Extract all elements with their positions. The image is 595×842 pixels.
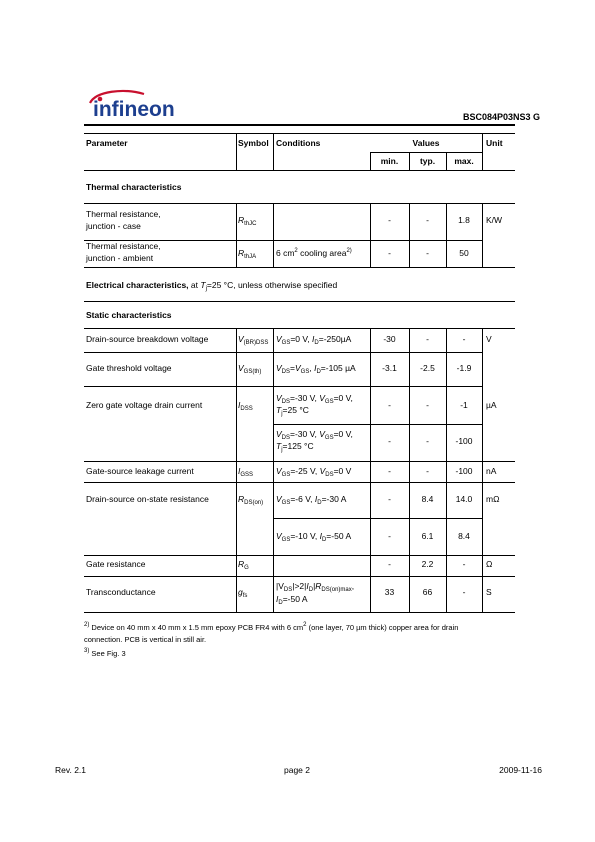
value-max: - bbox=[462, 587, 466, 597]
symbol-cell: $V_{GS(th)}$ bbox=[238, 363, 262, 375]
param-label: Gate-source leakage current bbox=[86, 466, 194, 476]
condition-cell: $V_{GS}=-6$ V, $I_D=-30$ A bbox=[276, 494, 347, 506]
unit-cell: Ω bbox=[486, 559, 493, 569]
symbol-cell: $g_{fs}$ bbox=[238, 587, 248, 599]
param-label: junction - case bbox=[86, 221, 141, 231]
condition-cell: $|V_{DS}|>2|I_D|R_{DS(on)max}$, bbox=[276, 581, 355, 593]
param-label: junction - ambient bbox=[86, 253, 154, 263]
value-min: - bbox=[388, 400, 391, 410]
value-min: 33 bbox=[384, 587, 395, 597]
unit-cell: S bbox=[486, 587, 492, 597]
section-title-thermal: Thermal characteristics bbox=[86, 182, 182, 192]
col-unit: Unit bbox=[486, 138, 503, 148]
value-min: - bbox=[388, 248, 391, 258]
value-typ: - bbox=[426, 248, 429, 258]
footnote-2-line2: connection. PCB is vertical in still air. bbox=[84, 635, 207, 644]
value-max: -100 bbox=[455, 436, 473, 446]
unit-cell: V bbox=[486, 334, 492, 344]
param-label: Drain-source breakdown voltage bbox=[86, 334, 209, 344]
value-typ: 6.1 bbox=[421, 531, 434, 541]
symbol-cell: $I_{GSS}$ bbox=[238, 466, 254, 478]
part-number: BSC084P03NS3 G bbox=[462, 112, 540, 122]
value-min: -30 bbox=[383, 334, 396, 344]
symbol-cell: $V_{(BR)DSS}$ bbox=[238, 334, 269, 346]
symbol-cell: $I_{DSS}$ bbox=[238, 400, 253, 412]
unit-cell: nA bbox=[486, 466, 497, 476]
condition-cell: $V_{GS}=0$ V, $I_D=-250\mu A$ bbox=[276, 334, 352, 346]
value-max: 50 bbox=[459, 248, 469, 258]
condition-cell: $V_{DS}=-30$ V, $V_{GS}=0$ V, bbox=[276, 429, 353, 441]
value-max: 1.8 bbox=[458, 215, 470, 225]
value-max: - bbox=[462, 334, 466, 344]
param-label: Zero gate voltage drain current bbox=[86, 400, 203, 410]
value-min: -3.1 bbox=[382, 363, 397, 373]
unit-cell: µA bbox=[486, 400, 497, 410]
section-title-static: Static characteristics bbox=[86, 310, 172, 320]
logo-wordmark: infineon bbox=[93, 98, 175, 121]
param-label: Gate resistance bbox=[86, 559, 146, 569]
unit-cell: mΩ bbox=[486, 494, 500, 504]
electrical-conditions-note: Electrical characteristics, at $T_j=25$ °C, unless otherwise specified bbox=[86, 280, 338, 292]
value-min: - bbox=[388, 531, 391, 541]
value-max: 14.0 bbox=[455, 494, 473, 504]
param-label: Thermal resistance, bbox=[86, 209, 161, 219]
col-values: Values bbox=[412, 138, 440, 148]
header-rule bbox=[84, 124, 515, 126]
footer-page: page 2 bbox=[284, 765, 310, 775]
value-min: - bbox=[388, 466, 391, 476]
col-symbol: Symbol bbox=[238, 138, 269, 148]
condition-cell: $T_j=25$ °C bbox=[276, 405, 309, 417]
footnote-2: $^{2)}$ Device on 40 mm x 40 mm x 1.5 mm epoxy PCB FR4 with 6 $cm^2$ (one layer, 70 µm thick) copper area for drain bbox=[84, 622, 459, 632]
footer-revision: Rev. 2.1 bbox=[55, 765, 87, 775]
col-conditions: Conditions bbox=[276, 138, 321, 148]
col-parameter: Parameter bbox=[86, 138, 128, 148]
condition-cell: 6 $cm^2$ cooling area$^{2)}$ bbox=[276, 248, 352, 258]
condition-cell: $T_j=125$ °C bbox=[276, 441, 314, 453]
value-max: -1 bbox=[460, 400, 468, 410]
symbol-cell: $R_G$ bbox=[238, 559, 249, 571]
value-max: -100 bbox=[455, 466, 473, 476]
footnote-3: $^{3)}$ See Fig. 3 bbox=[84, 648, 126, 658]
logo-swoosh bbox=[84, 89, 180, 127]
value-min: - bbox=[388, 436, 391, 446]
col-max: max. bbox=[454, 156, 474, 166]
value-typ: 2.2 bbox=[421, 559, 434, 569]
value-typ: 66 bbox=[422, 587, 433, 597]
symbol-cell: $R_{thJA}$ bbox=[238, 248, 257, 260]
value-typ: - bbox=[426, 400, 429, 410]
value-min: - bbox=[388, 559, 391, 569]
infineon-logo bbox=[84, 89, 180, 127]
value-max: - bbox=[462, 559, 466, 569]
param-label: Thermal resistance, bbox=[86, 241, 161, 251]
value-typ: - bbox=[426, 466, 429, 476]
value-min: - bbox=[388, 215, 391, 225]
condition-cell: $V_{GS}=-25$ V, $V_{DS}=0$ V bbox=[276, 466, 352, 478]
col-min: min. bbox=[380, 156, 399, 166]
param-label: Transconductance bbox=[86, 587, 156, 597]
value-min: - bbox=[388, 494, 391, 504]
param-label: Gate threshold voltage bbox=[86, 363, 172, 373]
symbol-cell: $R_{thJC}$ bbox=[238, 215, 257, 227]
param-label: Drain-source on-state resistance bbox=[86, 494, 209, 504]
value-max: 8.4 bbox=[458, 531, 470, 541]
value-typ: - bbox=[426, 436, 429, 446]
condition-cell: $I_D=-50$ A bbox=[276, 594, 308, 606]
value-max: -1.9 bbox=[456, 363, 472, 373]
value-typ: 8.4 bbox=[421, 494, 434, 504]
footer-date: 2009-11-16 bbox=[499, 765, 542, 775]
unit-cell: K/W bbox=[486, 215, 503, 225]
condition-cell: $V_{DS}=V_{GS}$, $I_D=-105$ µA bbox=[276, 363, 356, 375]
condition-cell: $V_{DS}=-30$ V, $V_{GS}=0$ V, bbox=[276, 393, 353, 405]
value-typ: - bbox=[426, 334, 429, 344]
condition-cell: $V_{GS}=-10$ V, $I_D=-50$ A bbox=[276, 531, 352, 543]
value-typ: -2.5 bbox=[420, 363, 435, 373]
value-typ: - bbox=[426, 215, 429, 225]
symbol-cell: $R_{DS(on)}$ bbox=[238, 494, 264, 506]
col-typ: typ. bbox=[419, 156, 436, 166]
